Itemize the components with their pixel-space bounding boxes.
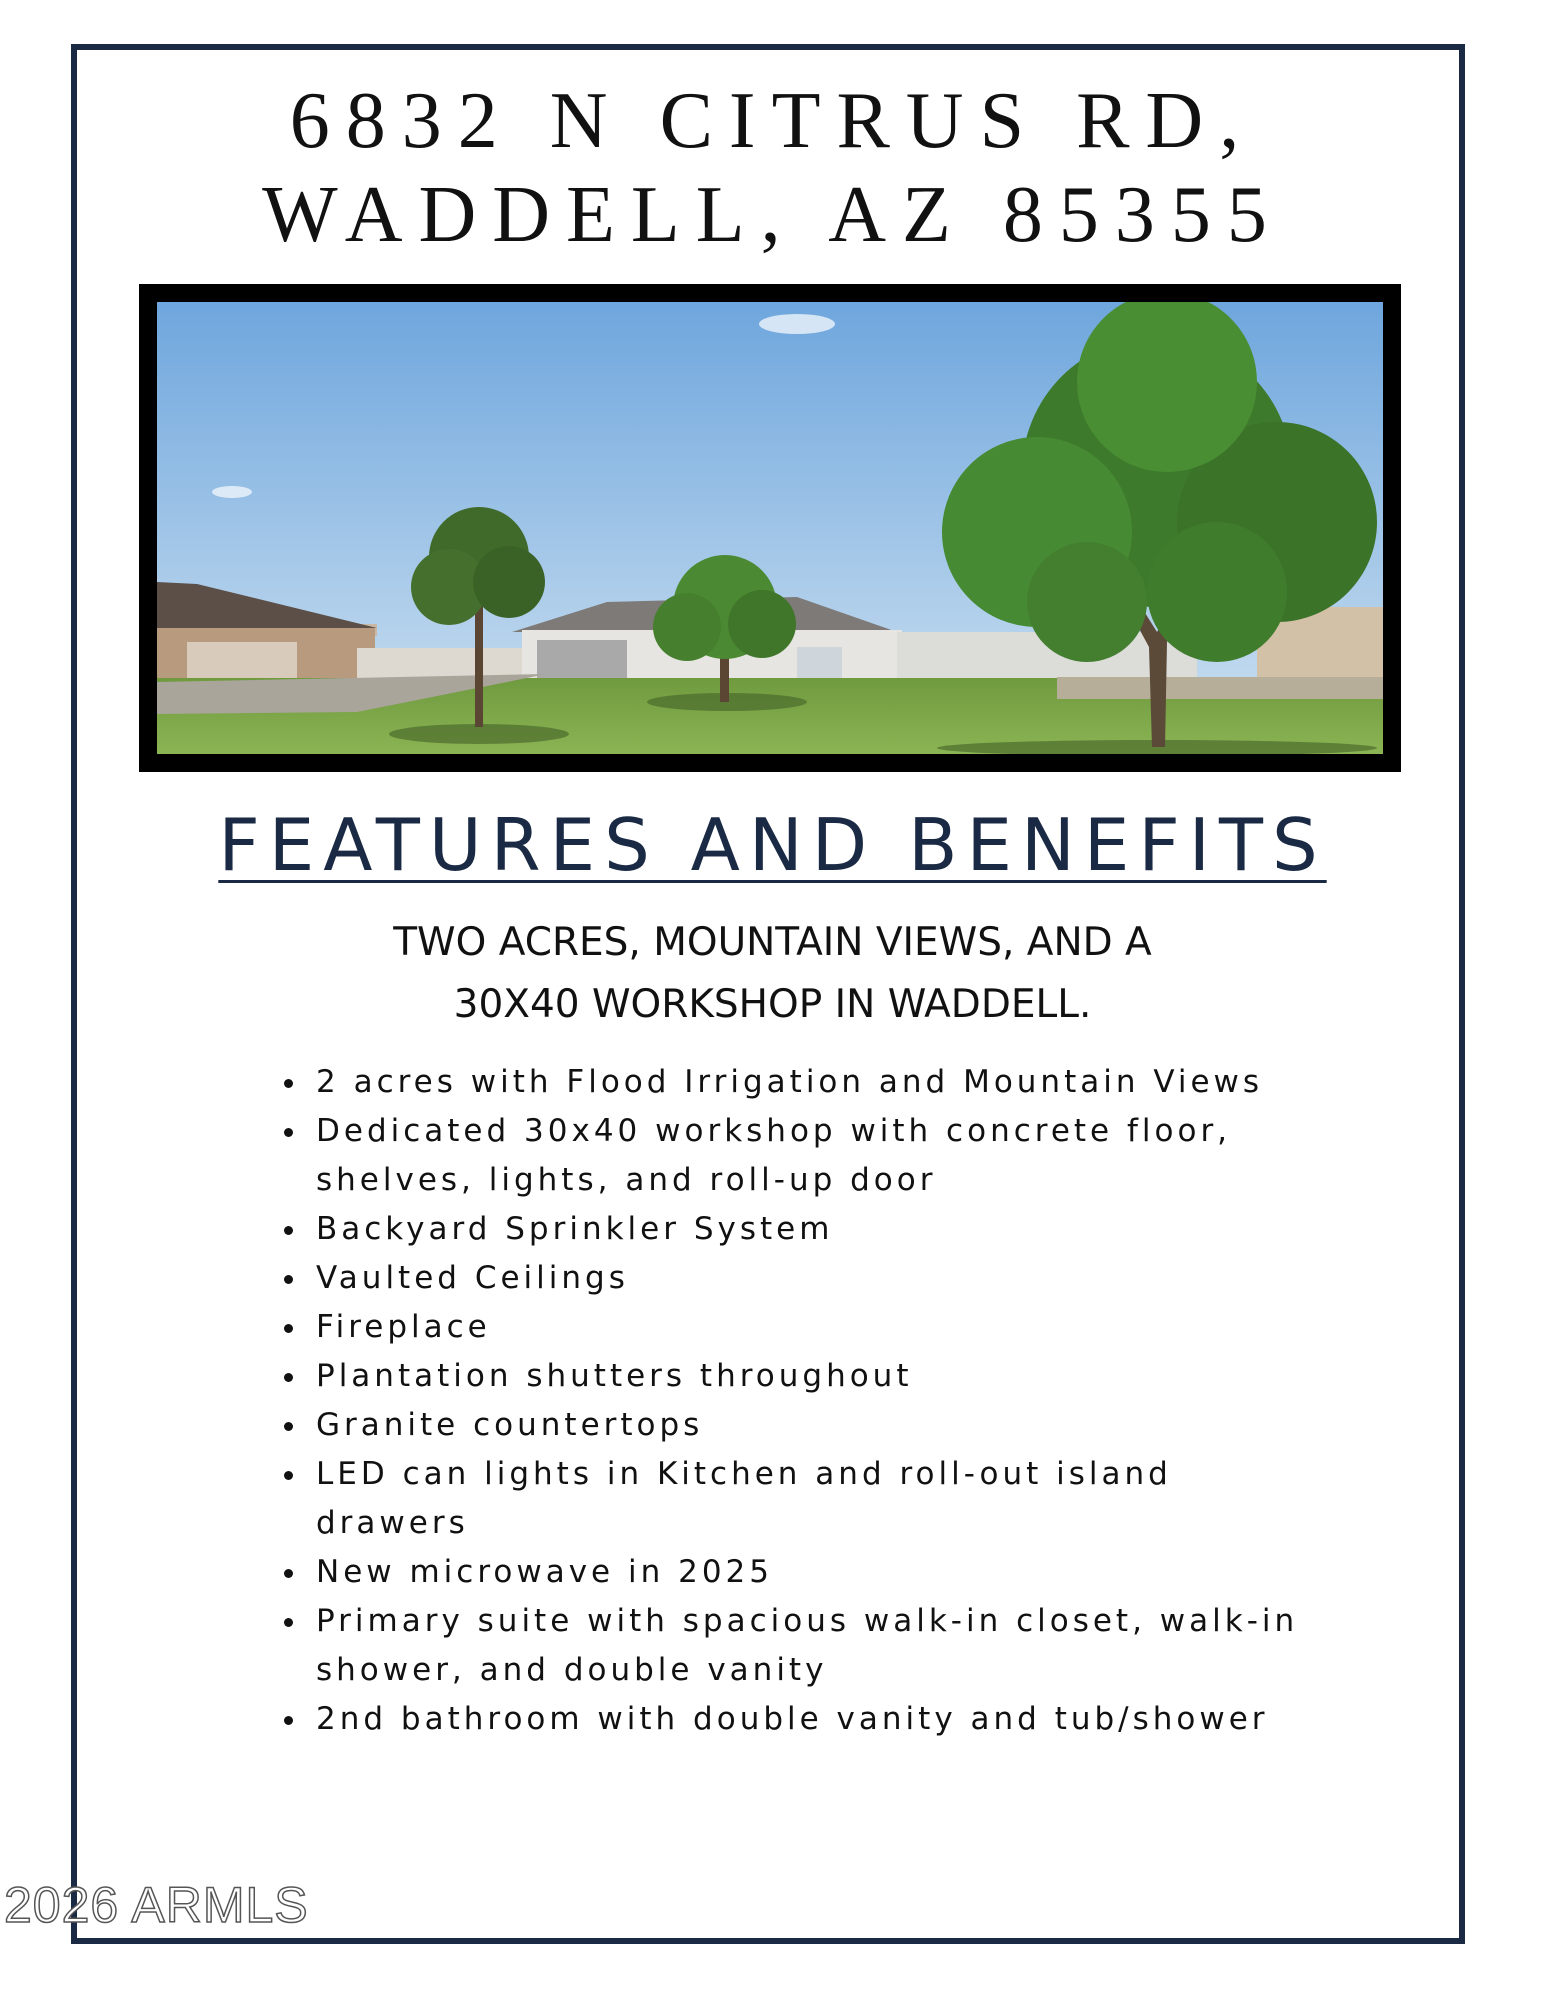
features-list	[278, 1058, 1338, 1744]
features-heading	[0, 800, 1545, 890]
list-item: Primary suite with spacious walk-in closet, walk-in shower, and double vanity	[278, 1597, 1338, 1695]
subheading-line-2: 30X40 WORKSHOP IN WADDELL.	[453, 982, 1092, 1027]
list-item: Plantation shutters throughout	[278, 1352, 1338, 1401]
list-item: New microwave in 2025	[278, 1548, 1338, 1597]
property-photo	[157, 302, 1383, 754]
list-item: Dedicated 30x40 workshop with concrete floor, shelves, lights, and roll-up door	[278, 1107, 1338, 1205]
list-item: Backyard Sprinkler System	[278, 1205, 1338, 1254]
property-address	[0, 74, 1545, 262]
address-line-2: WADDELL, AZ 85355	[262, 171, 1283, 259]
features-heading-text: FEATURES AND BENEFITS	[218, 803, 1327, 887]
list-item: Granite countertops	[278, 1401, 1338, 1450]
copyright-watermark: 2026 ARMLS	[4, 1877, 309, 1933]
list-item: Fireplace	[278, 1303, 1338, 1352]
list-item: 2 acres with Flood Irrigation and Mountain Views	[278, 1058, 1338, 1107]
address-line-1: 6832 N CITRUS RD,	[289, 77, 1256, 165]
list-item: Vaulted Ceilings	[278, 1254, 1338, 1303]
list-item: 2nd bathroom with double vanity and tub/shower	[278, 1695, 1338, 1744]
list-item: LED can lights in Kitchen and roll-out island drawers	[278, 1450, 1338, 1548]
subheading-line-1: TWO ACRES, MOUNTAIN VIEWS, AND A	[393, 920, 1152, 965]
subheading	[0, 912, 1545, 1036]
property-photo-frame	[139, 284, 1401, 772]
